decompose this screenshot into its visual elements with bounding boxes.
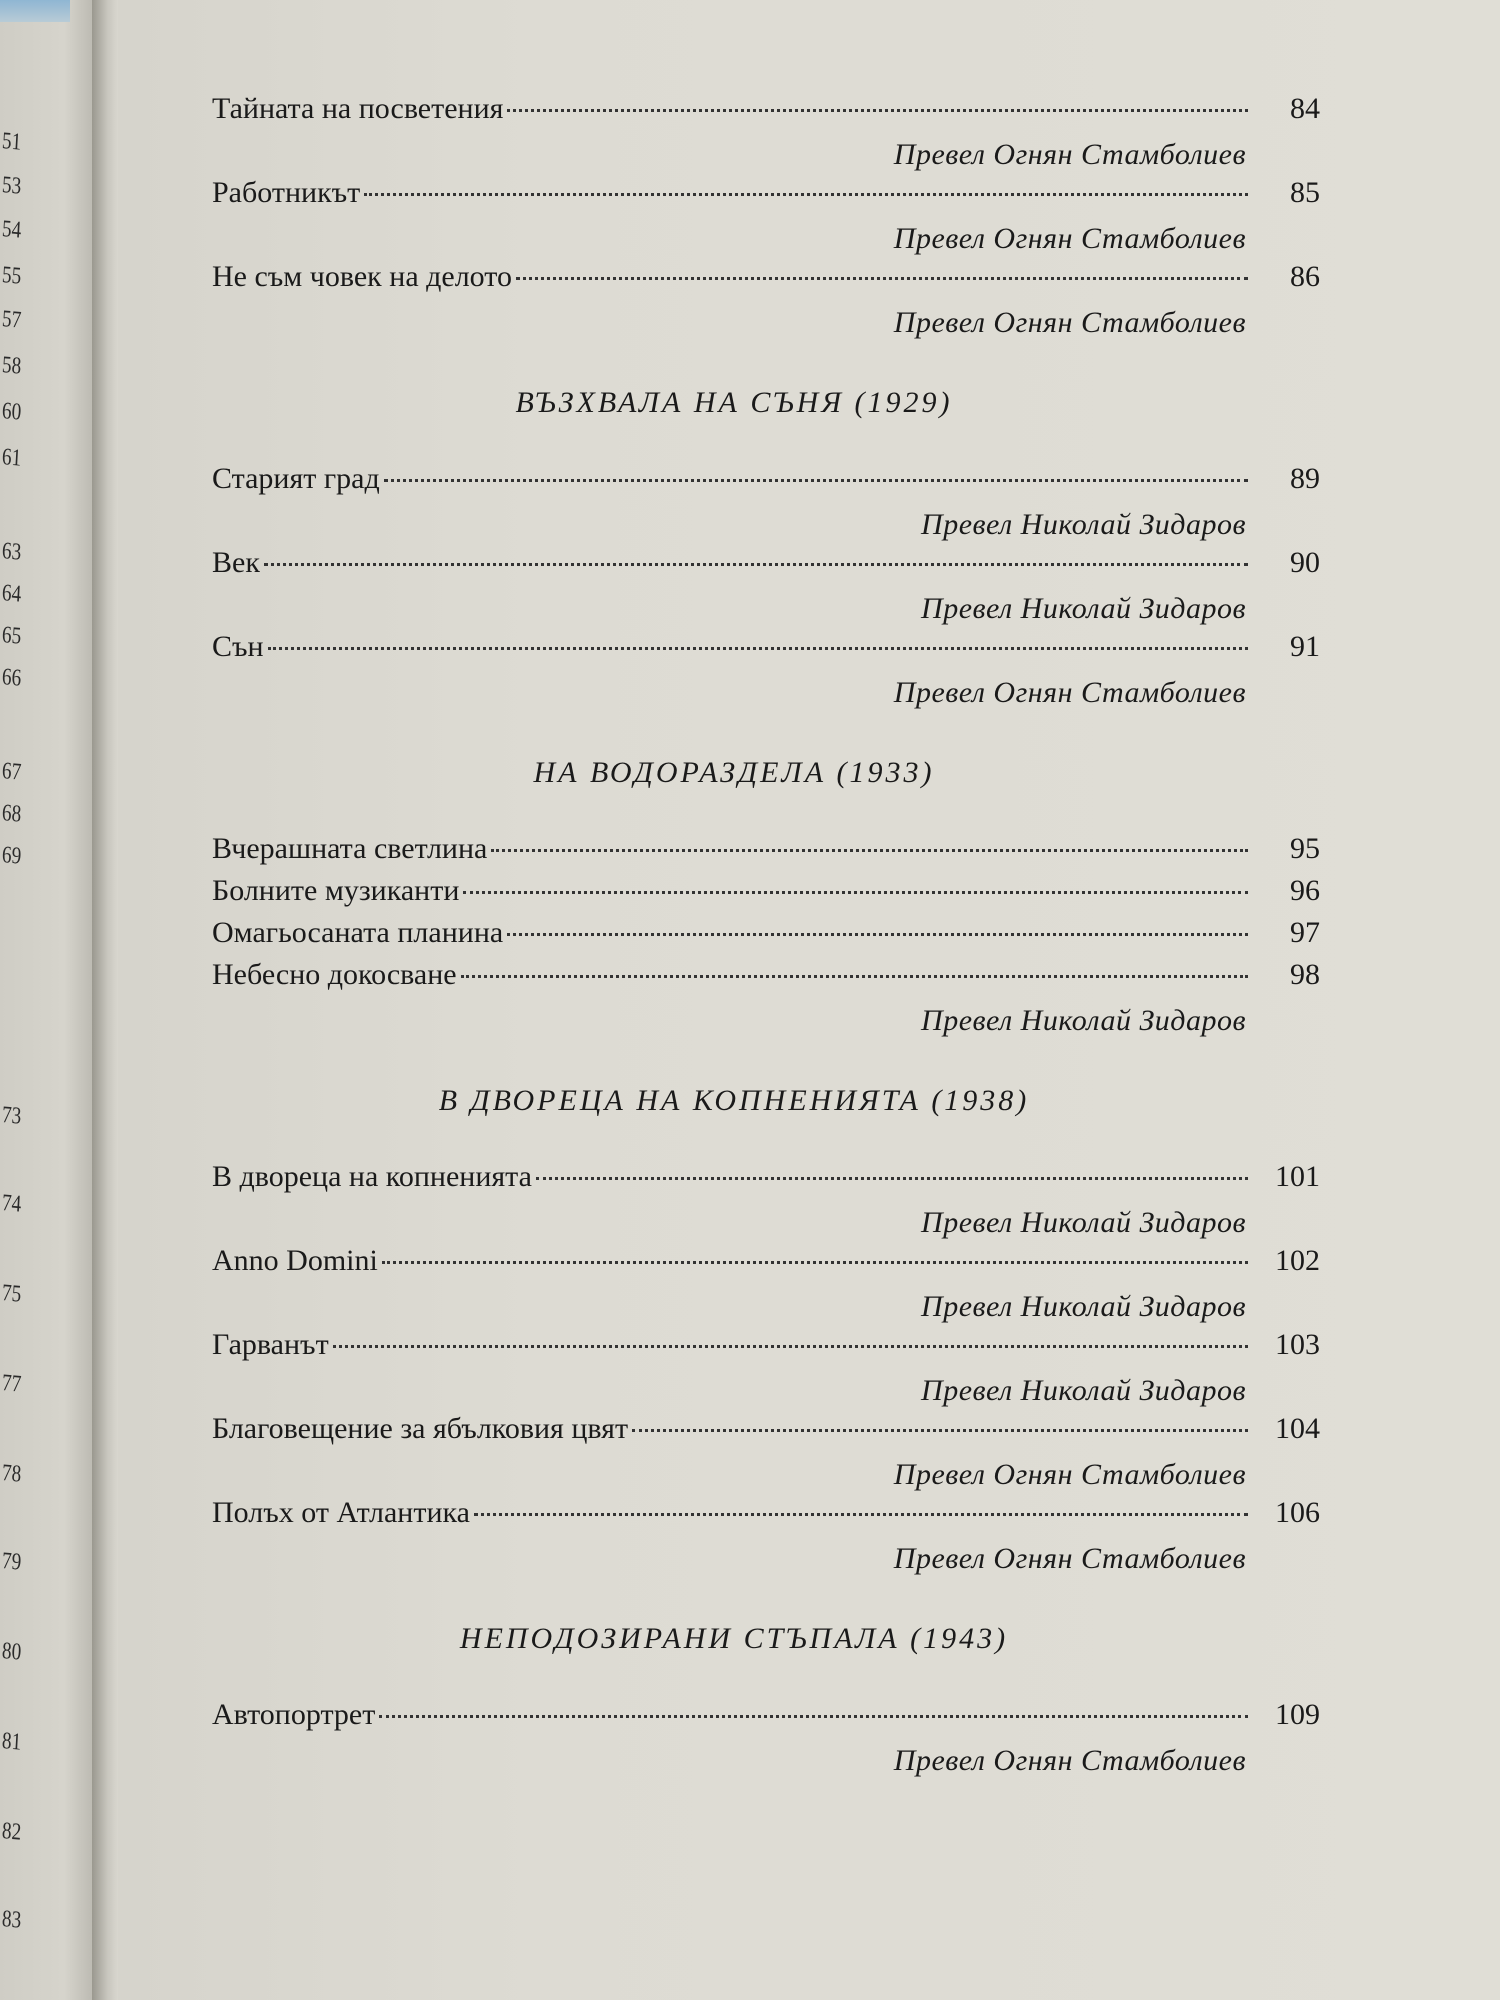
left-page-number: 78 — [1, 1460, 22, 1488]
table-of-contents — [212, 92, 1320, 1782]
entry-title: Тайната на посветения — [212, 92, 504, 125]
entry-title: Полъх от Атлантика — [212, 1496, 470, 1529]
entry-translator: Превел Огнян Стамболиев — [893, 1542, 1246, 1575]
toc-entry — [212, 1698, 1320, 1782]
entry-page-number: 98 — [1290, 958, 1320, 991]
entry-title: Болните музиканти — [212, 874, 460, 907]
left-page-number: 57 — [1, 306, 22, 334]
dot-leader — [264, 563, 1248, 566]
entry-title: Век — [212, 546, 260, 579]
entry-translator: Превел Огнян Стамболиев — [893, 1458, 1246, 1491]
entry-title: Работникът — [212, 176, 361, 209]
entry-title: Старият град — [212, 462, 380, 495]
left-page-number: 73 — [1, 1102, 22, 1130]
dot-leader — [333, 1345, 1248, 1348]
entry-page-number: 109 — [1275, 1698, 1320, 1731]
dot-leader — [379, 1715, 1248, 1718]
entry-title: Благовещение за ябълковия цвят — [212, 1412, 629, 1445]
section-heading: НА ВОДОРАЗДЕЛА (1933) — [533, 756, 935, 789]
dot-leader — [507, 109, 1248, 112]
left-page-number: 75 — [1, 1280, 22, 1308]
dot-leader — [268, 647, 1248, 650]
left-page-number: 64 — [1, 580, 22, 608]
dot-leader — [516, 277, 1248, 280]
toc-entry — [212, 1160, 1320, 1244]
entry-page-number: 95 — [1290, 832, 1320, 865]
entry-title: Омагьосаната планина — [212, 916, 504, 949]
left-page-number: 83 — [1, 1906, 22, 1934]
entry-translator: Превел Огнян Стамболиев — [893, 676, 1246, 709]
left-page-number: 58 — [1, 352, 22, 380]
section-heading: ВЪЗХВАЛА НА СЪНЯ (1929) — [515, 386, 953, 419]
entry-title: Небесно докосване — [212, 958, 457, 991]
dot-leader — [364, 193, 1248, 196]
entry-page-number: 91 — [1290, 630, 1320, 663]
left-page-number: 55 — [1, 262, 22, 290]
dot-leader — [491, 849, 1248, 852]
left-page-number: 51 — [1, 128, 22, 156]
dot-leader — [384, 479, 1248, 482]
toc-entry — [212, 958, 1320, 1042]
entry-translator: Превел Огнян Стамболиев — [893, 222, 1246, 255]
blue-cover-corner — [0, 0, 70, 22]
entry-page-number: 97 — [1290, 916, 1320, 949]
entry-page-number: 104 — [1275, 1412, 1320, 1445]
entry-translator: Превел Николай Зидаров — [921, 1374, 1246, 1407]
entry-translator: Превел Огнян Стамболиев — [893, 306, 1246, 339]
toc-entry — [212, 832, 1320, 874]
toc-entry — [212, 546, 1320, 630]
left-page-number: 63 — [1, 538, 22, 566]
entry-translator: Превел Николай Зидаров — [921, 592, 1246, 625]
toc-entry — [212, 462, 1320, 546]
left-page-number: 68 — [1, 800, 22, 828]
left-page-number: 82 — [1, 1818, 22, 1846]
entry-page-number: 101 — [1275, 1160, 1320, 1193]
dot-leader — [382, 1261, 1248, 1264]
toc-entry — [212, 1412, 1320, 1496]
entry-translator: Превел Николай Зидаров — [921, 1290, 1246, 1323]
entry-title: Гарванът — [212, 1328, 329, 1361]
left-page-number: 67 — [1, 758, 22, 786]
entry-title: Сън — [212, 630, 264, 663]
entry-page-number: 96 — [1290, 874, 1320, 907]
entry-translator: Превел Николай Зидаров — [921, 1004, 1246, 1037]
entry-page-number: 102 — [1275, 1244, 1320, 1277]
entry-page-number: 84 — [1290, 92, 1320, 125]
entry-title: Не съм човек на делото — [212, 260, 512, 293]
entry-translator: Превел Николай Зидаров — [921, 508, 1246, 541]
entry-page-number: 103 — [1275, 1328, 1320, 1361]
left-page-number: 61 — [1, 444, 22, 472]
dot-leader — [474, 1513, 1248, 1516]
toc-entry — [212, 1244, 1320, 1328]
toc-entry — [212, 874, 1320, 916]
entry-page-number: 86 — [1290, 260, 1320, 293]
left-page-number: 53 — [1, 172, 22, 200]
entry-translator: Превел Огнян Стамболиев — [893, 138, 1246, 171]
entry-translator: Превел Огнян Стамболиев — [893, 1744, 1246, 1777]
book-gutter — [92, 0, 118, 2000]
entry-title: В двореца на копненията — [212, 1160, 532, 1193]
entry-page-number: 90 — [1290, 546, 1320, 579]
left-page-number: 54 — [1, 216, 22, 244]
entry-page-number: 89 — [1290, 462, 1320, 495]
entry-title: Вчерашната светлина — [212, 832, 488, 865]
entry-page-number: 85 — [1290, 176, 1320, 209]
toc-entry — [212, 630, 1320, 714]
toc-entry — [212, 1496, 1320, 1580]
section-heading: В ДВОРЕЦА НА КОПНЕНИЯТА (1938) — [438, 1084, 1030, 1117]
entry-title: Anno Domini — [212, 1244, 378, 1277]
left-page-number: 66 — [1, 664, 22, 692]
entry-title: Автопортрет — [212, 1698, 376, 1731]
toc-entry — [212, 260, 1320, 344]
left-page-number: 81 — [1, 1728, 22, 1756]
left-page-number: 65 — [1, 622, 22, 650]
dot-leader — [536, 1177, 1248, 1180]
dot-leader — [463, 891, 1248, 894]
toc-entry — [212, 916, 1320, 958]
left-page-number: 79 — [1, 1548, 22, 1576]
entry-page-number: 106 — [1275, 1496, 1320, 1529]
toc-entry — [212, 176, 1320, 260]
toc-entry — [212, 92, 1320, 176]
dot-leader — [507, 933, 1248, 936]
left-page-number: 60 — [1, 398, 22, 426]
left-page-number: 80 — [1, 1638, 22, 1666]
section-heading: НЕПОДОЗИРАНИ СТЪПАЛА (1943) — [459, 1622, 1009, 1655]
toc-entry — [212, 1328, 1320, 1412]
left-page-number: 74 — [1, 1190, 22, 1218]
dot-leader — [461, 975, 1248, 978]
left-page-number: 69 — [1, 842, 22, 870]
left-page-number: 77 — [1, 1370, 22, 1398]
dot-leader — [632, 1429, 1248, 1432]
previous-page-edge — [0, 0, 94, 2000]
entry-translator: Превел Николай Зидаров — [921, 1206, 1246, 1239]
